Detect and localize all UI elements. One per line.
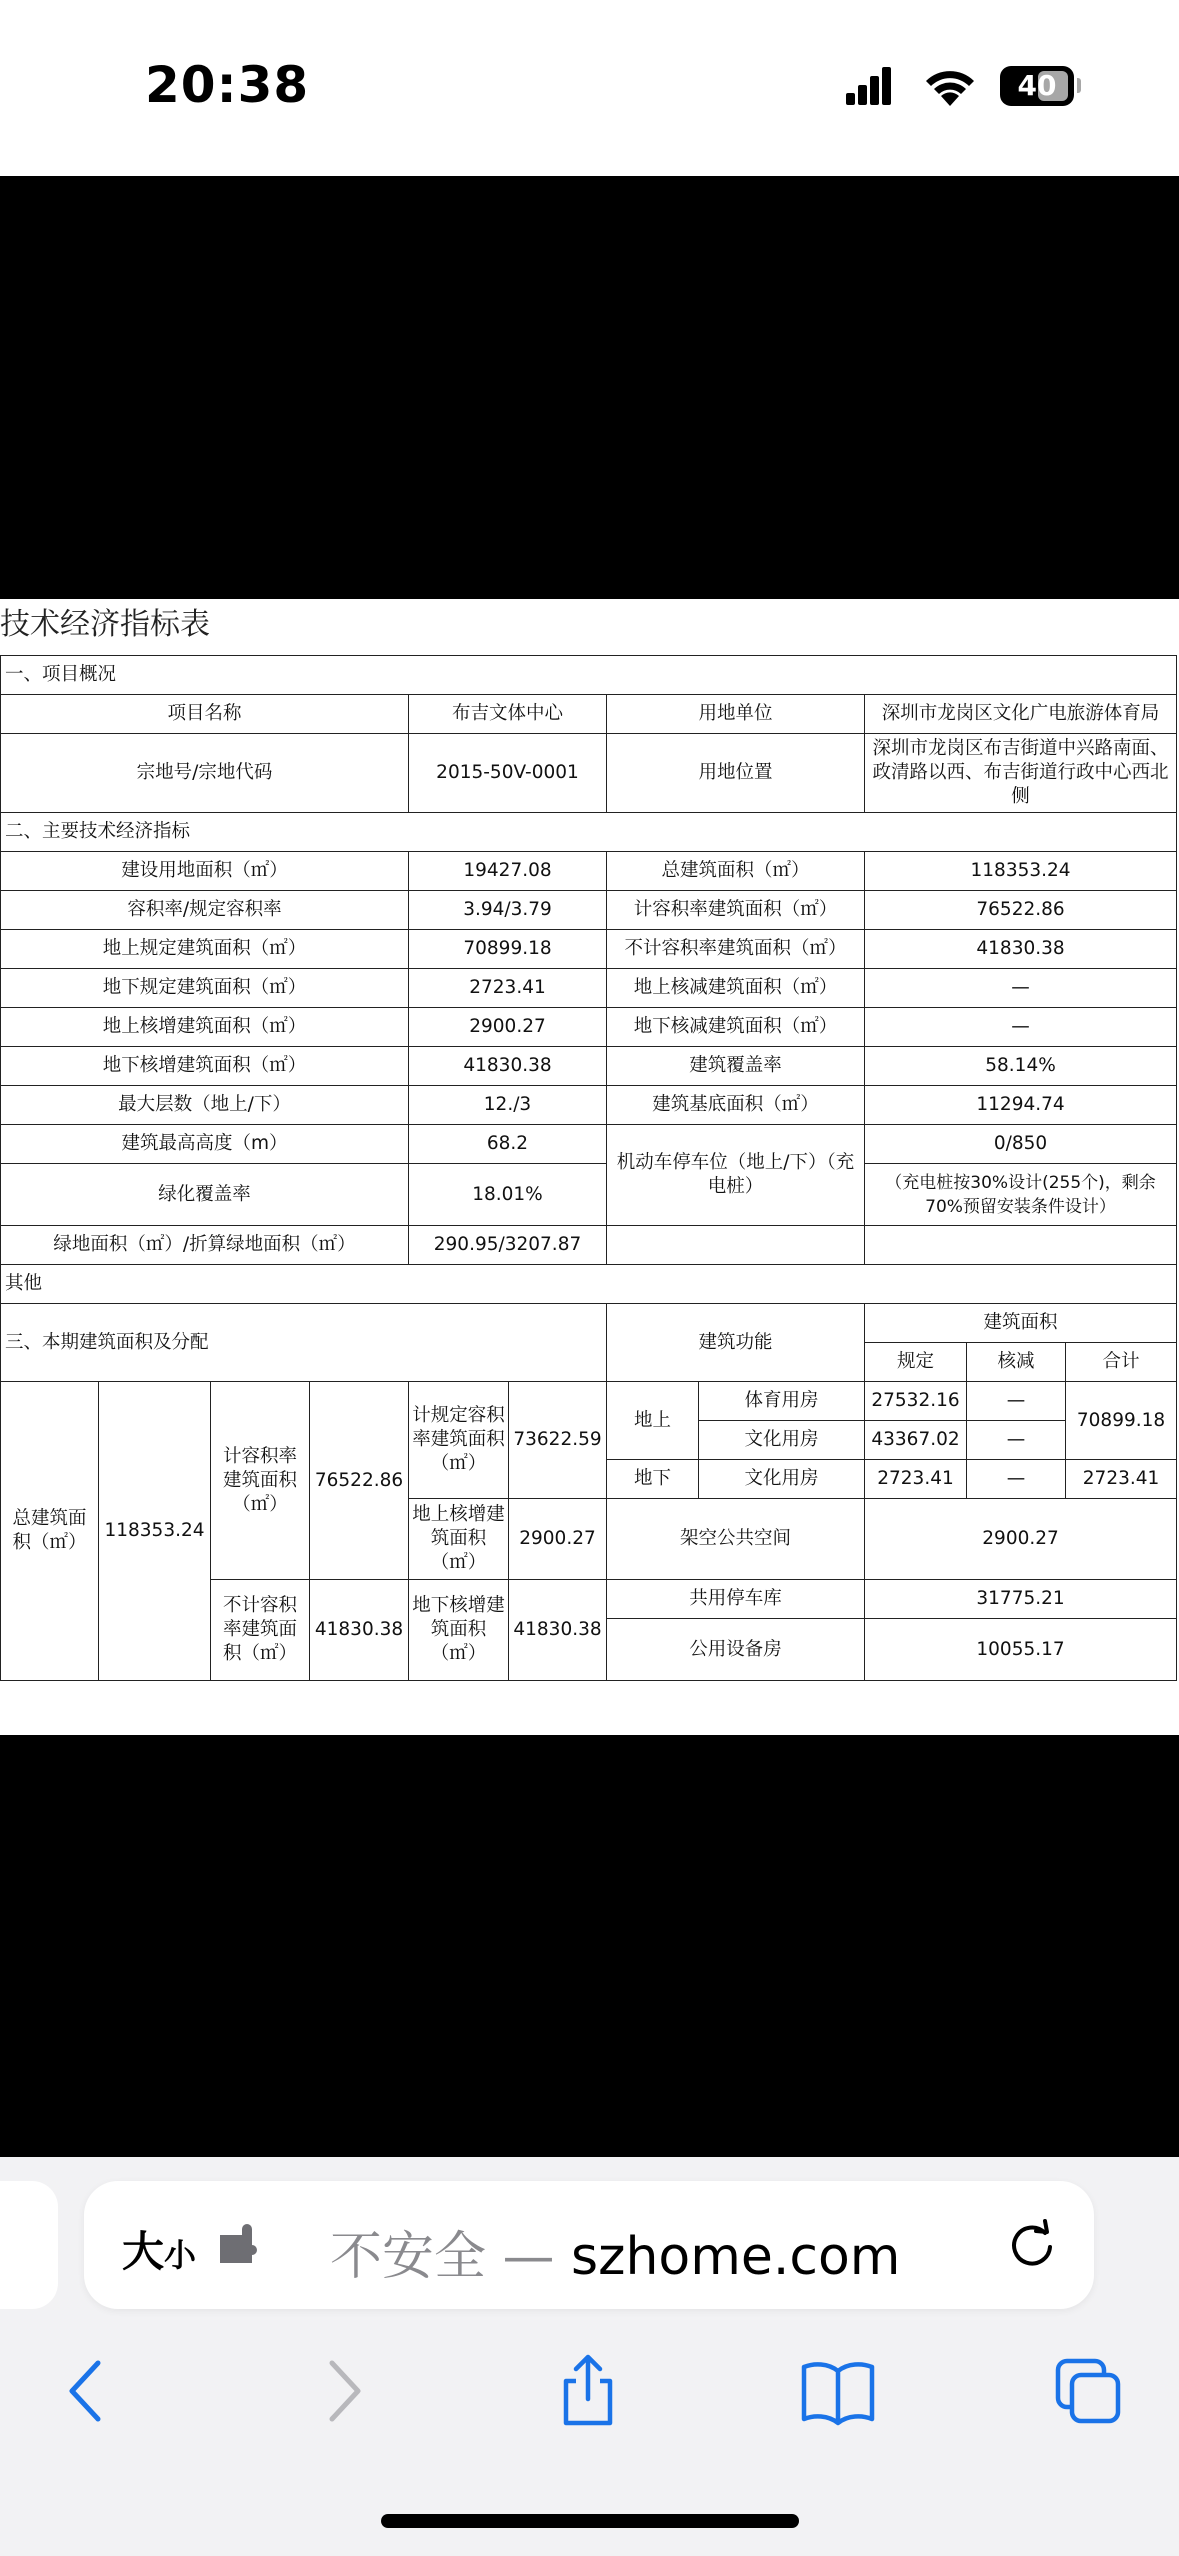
table-cell: 0/850 xyxy=(865,1125,1177,1164)
table-cell: 58.14% xyxy=(865,1047,1177,1086)
table-cell: 2723.41 xyxy=(865,1460,967,1499)
table-row xyxy=(1,813,1177,852)
table-cell: 41830.38 xyxy=(865,930,1177,969)
table-cell: 27532.16 xyxy=(865,1382,967,1421)
table-cell: 76522.86 xyxy=(310,1382,409,1580)
section-header: 三、本期建筑面积及分配 xyxy=(1,1304,607,1382)
table-cell: 深圳市龙岗区布吉街道中兴路南面、政清路以西、布吉街道行政中心西北侧 xyxy=(865,734,1177,813)
domain-label: szhome.com xyxy=(554,2227,901,2287)
table-cell: 2900.27 xyxy=(409,1008,607,1047)
table-cell: 公用设备房 xyxy=(607,1619,865,1681)
tech-economic-table xyxy=(0,655,1177,1681)
table-cell: 118353.24 xyxy=(99,1382,211,1681)
table-row xyxy=(1,734,1177,813)
table-row xyxy=(1,891,1177,930)
table-cell: 11294.74 xyxy=(865,1086,1177,1125)
table-cell: 31775.21 xyxy=(865,1580,1177,1619)
table-cell: 计规定容积率建筑面积（㎡） xyxy=(409,1382,509,1499)
table-cell: 用地位置 xyxy=(607,734,865,813)
table-cell: 地下核增建筑面积（㎡） xyxy=(1,1047,409,1086)
table-cell: 2015-50V-0001 xyxy=(409,734,607,813)
table-row xyxy=(1,1226,1177,1265)
table-row xyxy=(1,1304,1177,1343)
table-cell: 宗地号/宗地代码 xyxy=(1,734,409,813)
table-cell: 290.95/3207.87 xyxy=(409,1226,607,1265)
table-cell: 地上规定建筑面积（㎡） xyxy=(1,930,409,969)
table-row xyxy=(1,930,1177,969)
section-header: 其他 xyxy=(1,1265,1177,1304)
table-cell: 架空公共空间 xyxy=(607,1499,865,1580)
text-size-small-label: 小 xyxy=(164,2236,197,2274)
table-cell: 41830.38 xyxy=(310,1580,409,1681)
share-icon[interactable] xyxy=(550,2353,626,2429)
table-cell: 核减 xyxy=(967,1343,1066,1382)
section-header: 二、主要技术经济指标 xyxy=(1,813,1177,852)
cellular-signal-icon xyxy=(846,65,890,105)
table-cell: 43367.02 xyxy=(865,1421,967,1460)
back-icon[interactable] xyxy=(50,2353,126,2429)
table-cell: 建设用地面积（㎡） xyxy=(1,852,409,891)
table-cell: — xyxy=(967,1421,1066,1460)
table-cell: 机动车停车位（地上/下）（充电桩） xyxy=(607,1125,865,1226)
address-bar[interactable] xyxy=(84,2181,1094,2309)
table-cell: — xyxy=(865,1008,1177,1047)
battery-tip xyxy=(1077,78,1081,93)
table-cell: 2900.27 xyxy=(865,1499,1177,1580)
text-size-large-label: 大 xyxy=(122,2227,165,2276)
document-image xyxy=(0,599,1179,1735)
table-cell: 深圳市龙岗区文化广电旅游体育局 xyxy=(865,695,1177,734)
table-row xyxy=(1,1008,1177,1047)
table-cell: 地下核增建筑面积（㎡） xyxy=(409,1580,509,1681)
not-secure-label: 不安全 — xyxy=(330,2227,555,2287)
table-cell: 76522.86 xyxy=(865,891,1177,930)
table-row xyxy=(1,1382,1177,1421)
table-row xyxy=(1,969,1177,1008)
home-indicator xyxy=(381,2514,799,2528)
table-cell: 18.01% xyxy=(409,1164,607,1226)
battery-level: 40 xyxy=(1017,69,1057,102)
table-cell: 地上核增建筑面积（㎡） xyxy=(409,1499,509,1580)
table-cell: 容积率/规定容积率 xyxy=(1,891,409,930)
table-cell: — xyxy=(967,1460,1066,1499)
table-cell: 2723.41 xyxy=(409,969,607,1008)
table-row xyxy=(1,1047,1177,1086)
image-letterbox-top xyxy=(0,176,1179,599)
table-cell: 文化用房 xyxy=(699,1460,865,1499)
table-cell: 地下规定建筑面积（㎡） xyxy=(1,969,409,1008)
table-cell: 布吉文体中心 xyxy=(409,695,607,734)
table-cell: 项目名称 xyxy=(1,695,409,734)
table-cell: 地下核减建筑面积（㎡） xyxy=(607,1008,865,1047)
table-row xyxy=(1,1086,1177,1125)
table-cell: 41830.38 xyxy=(409,1047,607,1086)
table-cell: 共用停车库 xyxy=(607,1580,865,1619)
table-cell: 73622.59 xyxy=(509,1382,607,1499)
bookmarks-icon[interactable] xyxy=(800,2353,876,2429)
table-cell: 70899.18 xyxy=(409,930,607,969)
table-cell: 体育用房 xyxy=(699,1382,865,1421)
table-cell: 绿地面积（㎡）/折算绿地面积（㎡） xyxy=(1,1226,409,1265)
table-cell: 地上核减建筑面积（㎡） xyxy=(607,969,865,1008)
table-cell: （充电桩按30%设计(255个)，剩余70%预留安装条件设计） xyxy=(865,1164,1177,1226)
tabs-icon[interactable] xyxy=(1050,2353,1126,2429)
table-cell: 绿化覆盖率 xyxy=(1,1164,409,1226)
reload-icon[interactable] xyxy=(1004,2217,1060,2273)
status-bar xyxy=(0,0,1179,176)
previous-tab-preview[interactable] xyxy=(0,2181,58,2309)
table-cell: 12./3 xyxy=(409,1086,607,1125)
table-cell: 总建筑面积（㎡） xyxy=(607,852,865,891)
table-cell: 建筑覆盖率 xyxy=(607,1047,865,1086)
section-header: 一、项目概况 xyxy=(1,656,1177,695)
table-cell: 地下 xyxy=(607,1460,699,1499)
table-cell: 2723.41 xyxy=(1066,1460,1177,1499)
battery-icon xyxy=(1000,66,1074,106)
table-cell: 合计 xyxy=(1066,1343,1177,1382)
table-cell: 41830.38 xyxy=(509,1580,607,1681)
table-cell: 地上 xyxy=(607,1382,699,1460)
table-cell: 建筑功能 xyxy=(607,1304,865,1382)
table-cell: 建筑基底面积（㎡） xyxy=(607,1086,865,1125)
table-cell: 最大层数（地上/下） xyxy=(1,1086,409,1125)
table-row xyxy=(1,1265,1177,1304)
table-row xyxy=(1,852,1177,891)
page-settings-button[interactable] xyxy=(122,2219,196,2279)
table-cell: 总建筑面积（㎡） xyxy=(1,1382,99,1681)
table-cell xyxy=(865,1226,1177,1265)
table-cell: 10055.17 xyxy=(865,1619,1177,1681)
table-row xyxy=(1,656,1177,695)
table-cell: 不计容积率建筑面积（㎡） xyxy=(607,930,865,969)
table-cell: 3.94/3.79 xyxy=(409,891,607,930)
table-cell: 不计容积率建筑面积（㎡） xyxy=(211,1580,310,1681)
document-title: 技术经济指标表 xyxy=(0,607,210,642)
table-cell: 2900.27 xyxy=(509,1499,607,1580)
table-cell: 计容积率建筑面积（㎡） xyxy=(607,891,865,930)
table-cell: 文化用房 xyxy=(699,1421,865,1460)
table-cell: 规定 xyxy=(865,1343,967,1382)
clock: 20:38 xyxy=(145,56,310,114)
image-letterbox-bottom xyxy=(0,1735,1179,2157)
table-cell: 118353.24 xyxy=(865,852,1177,891)
table-row xyxy=(1,1125,1177,1164)
extension-icon[interactable] xyxy=(214,2223,258,2267)
table-cell: — xyxy=(865,969,1177,1008)
table-cell: 19427.08 xyxy=(409,852,607,891)
table-row xyxy=(1,695,1177,734)
table-cell: 建筑最高高度（m） xyxy=(1,1125,409,1164)
table-cell: 建筑面积 xyxy=(865,1304,1177,1343)
table-cell xyxy=(607,1226,865,1265)
wifi-icon xyxy=(922,62,978,108)
table-cell: 计容积率建筑面积（㎡） xyxy=(211,1382,310,1580)
table-cell: 70899.18 xyxy=(1066,1382,1177,1460)
table-cell: — xyxy=(967,1382,1066,1421)
forward-icon[interactable] xyxy=(304,2353,380,2429)
table-cell: 地上核增建筑面积（㎡） xyxy=(1,1008,409,1047)
table-cell: 用地单位 xyxy=(607,695,865,734)
browser-toolbar xyxy=(0,2157,1179,2556)
table-row xyxy=(1,1164,1177,1226)
url-text[interactable] xyxy=(330,2214,900,2289)
table-cell: 68.2 xyxy=(409,1125,607,1164)
